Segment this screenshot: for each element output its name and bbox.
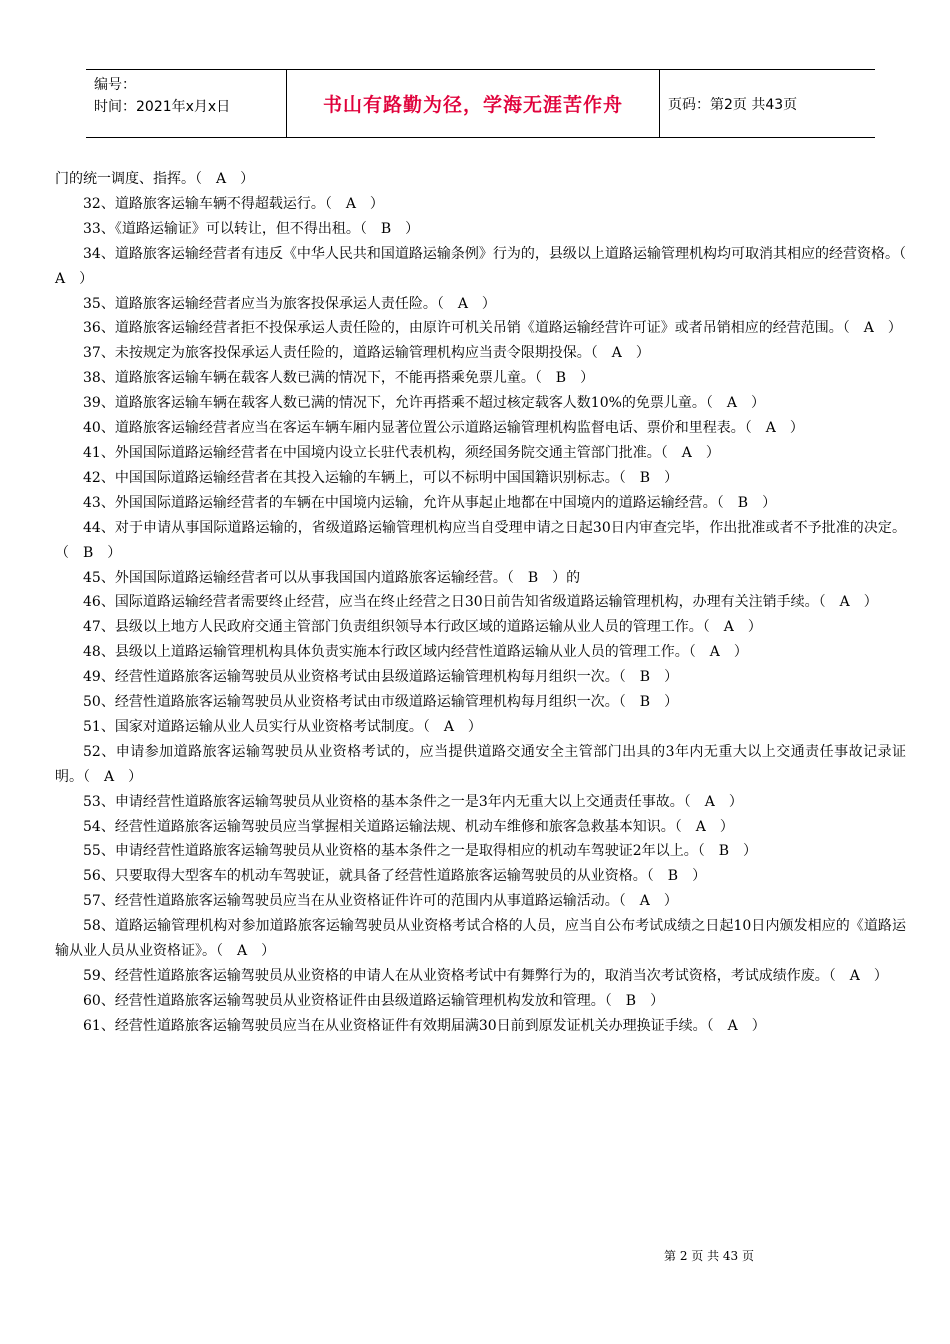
question-item: 47、县级以上地方人民政府交通主管部门负责组织领导本行政区域的道路运输从业人员的管理工作。（ A ） xyxy=(83,619,762,636)
question-item: 门的统一调度、指挥。（ A ） xyxy=(55,171,255,187)
question-item: 57、经营性道路旅客运输驾驶员应当在从业资格证件许可的范围内从事道路运输活动。（ A ） xyxy=(83,893,678,910)
question-item: 59、经营性道路旅客运输驾驶员从业资格的申请人在从业资格考试中有舞弊行为的，取消当次考试资格，考试成绩作废。（ A ） xyxy=(83,968,888,984)
question-item: 41、外国国际道路运输经营者在中国境内设立长驻代表机构，须经国务院交通主管部门批准。（ A ） xyxy=(83,444,720,461)
question-item: 44、对于申请从事国际道路运输的，省级道路运输管理机构应当自受理申请之日起30日内审查完毕，作出批准或者不予批准的决定。（ B ） xyxy=(55,519,906,561)
question-item: 54、经营性道路旅客运输驾驶员应当掌握相关道路运输法规、机动车维修和旅客急救基本知识。（ A ） xyxy=(83,818,734,835)
question-item: 49、经营性道路旅客运输驾驶员从业资格考试由县级道路运输管理机构每月组织一次。（ B ） xyxy=(83,669,679,686)
question-item: 51、国家对道路运输从业人员实行从业资格考试制度。（ A ） xyxy=(83,718,482,735)
question-item: 55、申请经营性道路旅客运输驾驶员从业资格的基本条件之一是取得相应的机动车驾驶证2年以上。（ B ） xyxy=(83,843,758,860)
question-item: 32、道路旅客运输车辆不得超载运行。（ A ） xyxy=(83,195,384,212)
question-item: 48、县级以上道路运输管理机构具体负责实施本行政区域内经营性道路运输从业人员的管理工作。（ A ） xyxy=(83,644,748,661)
header-page-label: 页码：第2页 共43页 xyxy=(668,96,798,113)
document-number-label: 编号： xyxy=(94,77,136,93)
question-item: 43、外国国际道路运输经营者的车辆在中国境内运输，允许从事起止地都在中国境内的道路运输经营。（ B ） xyxy=(83,494,777,511)
question-item: 58、道路运输管理机构对参加道路旅客运输驾驶员从业资格考试合格的人员，应当自公布考试成绩之日起10日内颁发相应的《道路运输从业人员从业资格证》。（ A ） xyxy=(55,918,906,960)
question-item: 60、经营性道路旅客运输驾驶员从业资格证件由县级道路运输管理机构发放和管理。（ B ） xyxy=(83,992,665,1009)
question-item: 46、国际道路运输经营者需要终止经营，应当在终止经营之日30日前告知省级道路运输管理机构，办理有关注销手续。（ A ） xyxy=(83,594,878,611)
header-info-cell xyxy=(86,70,286,137)
question-item: 37、未按规定为旅客投保承运人责任险的，道路运输管理机构应当责令限期投保。（ A ） xyxy=(83,345,650,362)
question-item: 39、道路旅客运输车辆在载客人数已满的情况下，允许再搭乘不超过核定载客人数10%的免票儿童。（ A ） xyxy=(83,395,766,412)
question-item: 53、申请经营性道路旅客运输驾驶员从业资格的基本条件之一是3年内无重大以上交通责任事故。（ A ） xyxy=(83,793,743,810)
question-item: 33、《道路运输证》可以转让，但不得出租。（ B ） xyxy=(83,220,420,237)
question-item: 50、经营性道路旅客运输驾驶员从业资格考试由市级道路运输管理机构每月组织一次。（ B ） xyxy=(83,694,679,711)
question-item: 34、道路旅客运输经营者有违反《中华人民共和国道路运输条例》行为的，县级以上道路运输管理机构均可取消其相应的经营资格。（ A ） xyxy=(55,245,920,287)
page-footer: 第 2 页 共 43 页 xyxy=(664,1249,754,1263)
question-item: 56、只要取得大型客车的机动车驾驶证，就具备了经营性道路旅客运输驾驶员的从业资格。（ B ） xyxy=(83,868,707,885)
question-item: 61、经营性道路旅客运输驾驶员应当在从业资格证件有效期届满30日前到原发证机关办理换证手续。（ A ） xyxy=(83,1017,766,1034)
page-header xyxy=(86,69,875,138)
question-item: 38、道路旅客运输车辆在载客人数已满的情况下，不能再搭乘免票儿童。（ B ） xyxy=(83,370,595,387)
question-item: 42、中国国际道路运输经营者在其投入运输的车辆上，可以不标明中国国籍识别标志。（ B ） xyxy=(83,469,679,486)
header-motto: 书山有路勤为径，学海无涯苦作舟 xyxy=(286,70,660,137)
question-item: 40、道路旅客运输经营者应当在客运车辆车厢内显著位置公示道路运输管理机构监督电话、票价和里程表。（ A ） xyxy=(83,420,804,437)
question-item: 52、申请参加道路旅客运输驾驶员从业资格考试的，应当提供道路交通安全主管部门出具的3年内无重大以上交通责任事故记录证明。（ A ） xyxy=(55,743,906,785)
document-time-label: 时间：2021年x月x日 xyxy=(94,99,231,115)
question-item: 36、道路旅客运输经营者拒不投保承运人责任险的，由原许可机关吊销《道路运输经营许可证》或者吊销相应的经营范围。（ A ） xyxy=(83,320,902,337)
question-list xyxy=(55,167,920,1039)
question-item: 35、道路旅客运输经营者应当为旅客投保承运人责任险。（ A ） xyxy=(83,295,496,312)
question-item: 45、外国国际道路运输经营者可以从事我国国内道路旅客运输经营。（ B ）的 xyxy=(83,569,581,586)
